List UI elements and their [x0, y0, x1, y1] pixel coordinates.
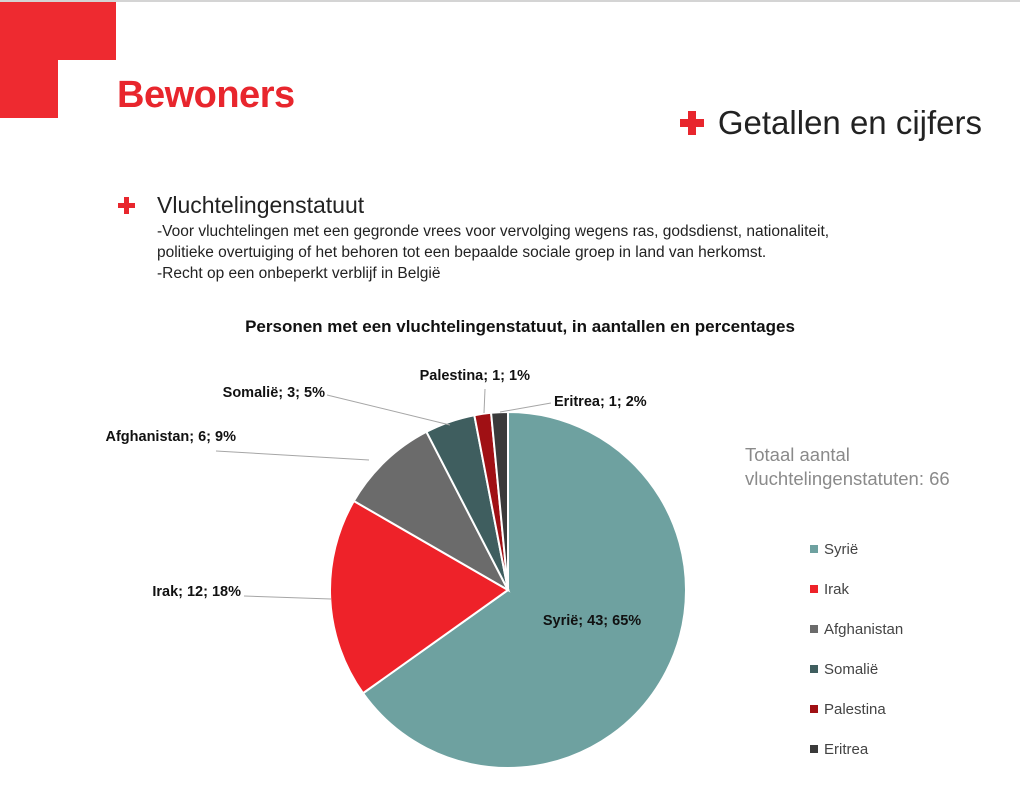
leader-line-palestina [484, 389, 485, 413]
legend-item-eritrea [810, 739, 868, 759]
legend-swatch [810, 665, 818, 673]
leader-line-eritrea [500, 403, 551, 412]
total-line-1: Totaal aantal [745, 444, 850, 465]
legend-item-palestina [810, 699, 886, 719]
data-label-irak: Irak; 12; 18% [152, 584, 241, 600]
data-label-eritrea: Eritrea; 1; 2% [554, 394, 647, 410]
bullet-line-3: -Recht op een onbeperkt verblijf in België [157, 265, 441, 282]
legend-item-syri- [810, 539, 858, 559]
slide-title: Bewoners [117, 74, 295, 116]
leader-line-irak [244, 596, 331, 599]
legend-label: Palestina [824, 700, 886, 718]
bullet-line-1: -Voor vluchtelingen met een gegronde vrees voor vervolging wegens ras, godsdienst, nationaliteit, [157, 223, 830, 240]
data-label-somali-: Somalië; 3; 5% [222, 385, 325, 401]
bullet-heading: Vluchtelingenstatuut [157, 192, 365, 218]
legend-label: Eritrea [824, 740, 869, 758]
legend-label: Afghanistan [824, 620, 904, 638]
bullet-line-2: politieke overtuiging of het behoren tot een bepaalde sociale groep in land van herkomst. [157, 244, 767, 261]
total-count-text [745, 443, 950, 491]
legend-label: Irak [824, 580, 850, 598]
slide-subtitle: Getallen en cijfers [717, 104, 982, 141]
total-line-2: vluchtelingenstatuten: 66 [745, 468, 950, 489]
legend-swatch [810, 625, 818, 633]
legend-swatch [810, 585, 818, 593]
leader-line-somali- [327, 395, 450, 425]
data-label-afghanistan: Afghanistan; 6; 9% [105, 429, 236, 445]
legend-item-irak [810, 579, 849, 599]
data-label-syri-: Syrië; 43; 65% [542, 613, 642, 629]
legend-item-afghanistan [810, 619, 903, 639]
data-label-palestina: Palestina; 1; 1% [419, 368, 530, 384]
legend-swatch [810, 705, 818, 713]
legend-swatch [810, 545, 818, 553]
legend-label: Syrië [824, 540, 859, 558]
leader-line-afghanistan [216, 451, 369, 460]
legend-swatch [810, 745, 818, 753]
legend-label: Somalië [824, 660, 879, 678]
chart-title: Personen met een vluchtelingenstatuut, in aantallen en percentages [245, 317, 795, 336]
legend-item-somali- [810, 659, 878, 679]
